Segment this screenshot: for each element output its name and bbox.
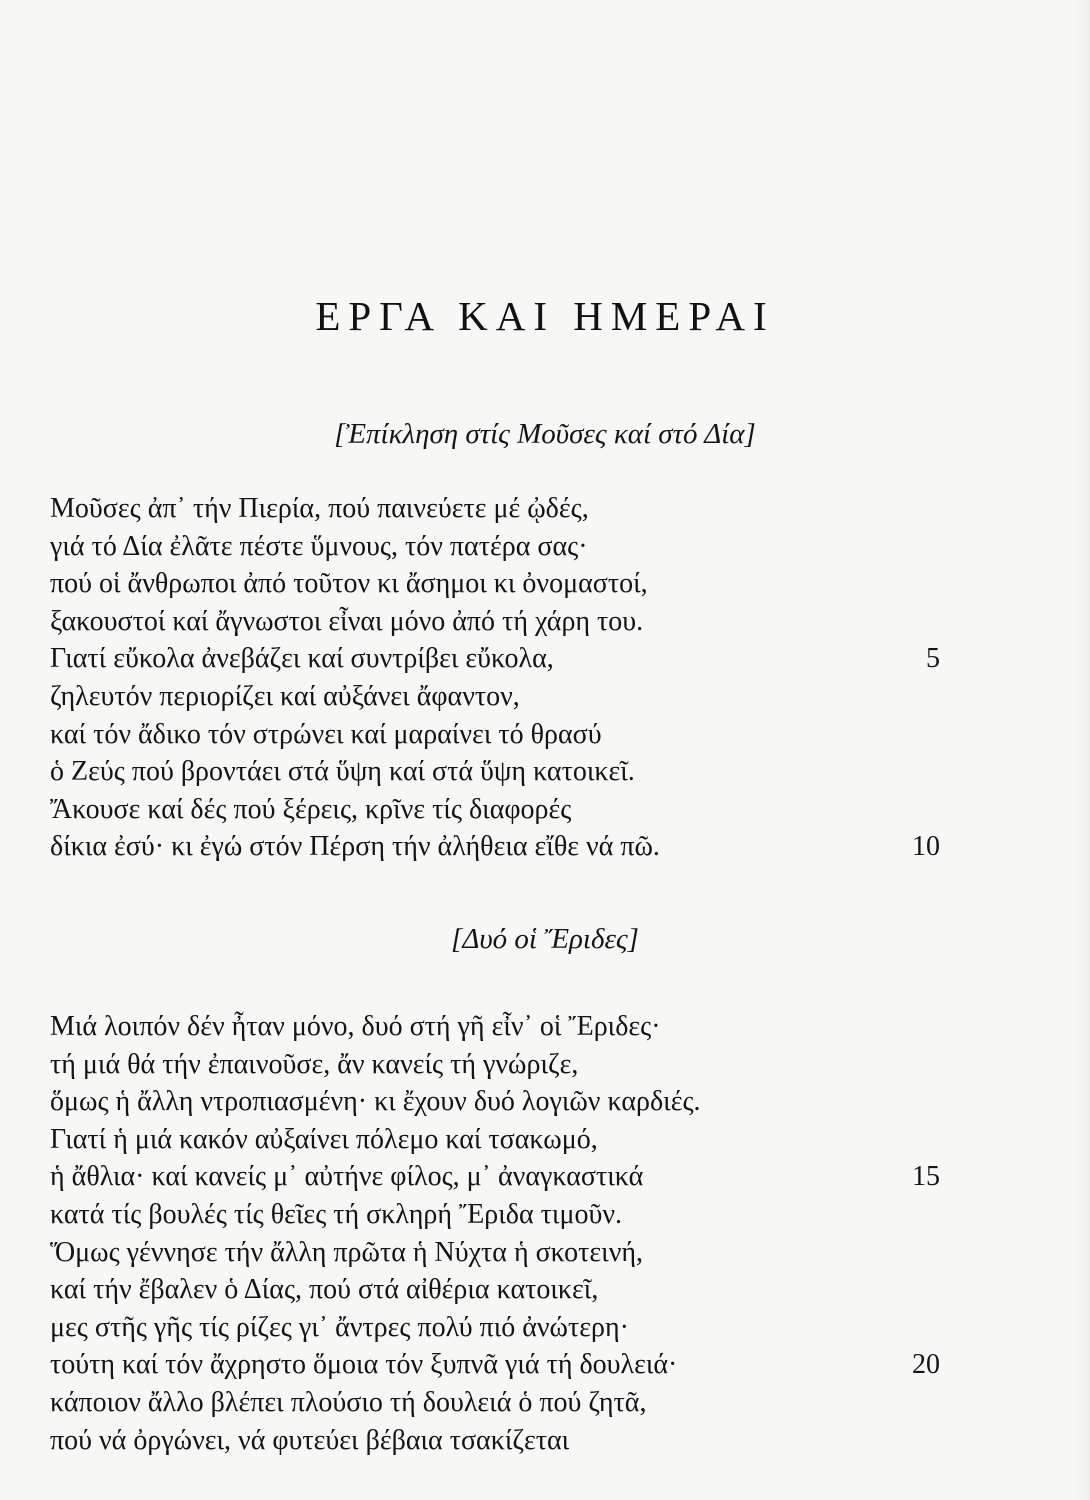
poem-line-text: πού οἱ ἄνθρωποι ἀπό τοῦτον κι ἄσημοι κι ὀνομαστοί, bbox=[50, 568, 648, 600]
poem-line-text: Ὅμως γέννησε τήν ἄλλη πρῶτα ἡ Νύχτα ἡ σκοτεινή, bbox=[50, 1236, 644, 1268]
line-number: 10 bbox=[912, 831, 940, 863]
poem-line-text: τούτη καί τόν ἄχρηστο ὅμοια τόν ξυπνᾶ γιά τή δουλειά· bbox=[50, 1349, 678, 1381]
poem-line-text: τή μιά θά τήν ἐπαινοῦσε, ἄν κανείς τή γνώριζε, bbox=[50, 1048, 579, 1080]
poem-line bbox=[50, 1422, 940, 1460]
poem-line-text: Γιατί εὔκολα ἀνεβάζει καί συντρίβει εὔκολα, bbox=[50, 643, 554, 675]
poem-line-text: Μοῦσες ἀπ᾽ τήν Πιερία, πού παινεύετε μέ ᾠδές, bbox=[50, 493, 589, 524]
poem-line bbox=[50, 528, 940, 566]
poem-line-text: μες στῆς γῆς τίς ρίζες γι᾽ ἄντρες πολύ πιό ἀνώτερη· bbox=[50, 1311, 629, 1343]
poem-line bbox=[50, 603, 940, 641]
poem-line-text: καί τήν ἔβαλεν ὁ Δίας, πού στά αἰθέρια κατοικεῖ, bbox=[50, 1274, 599, 1306]
poem-line bbox=[50, 1346, 940, 1384]
poem-line-text: Μιά λοιπόν δέν ἦταν μόνο, δυό στή γῆ εἶν᾽ οἱ Ἔριδες· bbox=[50, 1011, 661, 1042]
poem-line bbox=[50, 1158, 940, 1196]
poem-line-text: πού νά ὀργώνει, νά φυτεύει βέβαια τσακίζεται bbox=[50, 1424, 570, 1456]
poem-line bbox=[50, 678, 940, 716]
poem-line-text: ξακουστοί καί ἄγνωστοι εἶναι μόνο ἀπό τή χάρη του. bbox=[50, 605, 644, 637]
poem-line bbox=[50, 1008, 940, 1046]
poem-line-text: ζηλευτόν περιορίζει καί αὐξάνει ἄφαντον, bbox=[50, 680, 520, 712]
poem-line-text: δίκια ἐσύ· κι ἐγώ στόν Πέρση τήν ἀλήθεια εἴθε νά πῶ. bbox=[50, 831, 660, 863]
line-number: 20 bbox=[912, 1349, 940, 1381]
section-heading-two-strifes: [Δυό οἱ Ἔριδες] bbox=[451, 923, 639, 955]
poem-line bbox=[50, 828, 940, 866]
poem-line bbox=[50, 490, 940, 528]
poem-section-two-strifes bbox=[50, 1008, 940, 1459]
section-heading-invocation: [Ἐπίκληση στίς Μοῦσες καί στό Δία] bbox=[334, 418, 756, 450]
poem-line bbox=[50, 1046, 940, 1084]
line-number: 15 bbox=[912, 1161, 940, 1193]
poem-line bbox=[50, 753, 940, 791]
poem-line bbox=[50, 1309, 940, 1347]
poem-line bbox=[50, 1196, 940, 1234]
poem-line bbox=[50, 1271, 940, 1309]
poem-line-text: ἡ ἄθλια· καί κανείς μ᾽ αὐτήνε φίλος, μ᾽ ἀναγκαστικά bbox=[50, 1161, 644, 1193]
poem-line-text: Ἄκουσε καί δές πού ξέρεις, κρῖνε τίς διαφορές bbox=[50, 793, 572, 825]
poem-line-text: ὅμως ἡ ἄλλη ντροπιασμένη· κι ἔχουν δυό λογιῶν καρδιές. bbox=[50, 1086, 701, 1118]
poem-line-text: κατά τίς βουλές τίς θεῖες τή σκληρή Ἔριδα τιμοῦν. bbox=[50, 1198, 622, 1230]
poem-line-text: κάποιον ἄλλο βλέπει πλούσιο τή δουλειά ὁ πού ζητᾶ, bbox=[50, 1386, 647, 1418]
poem-line bbox=[50, 1083, 940, 1121]
poem-line-text: γιά τό Δία ἐλᾶτε πέστε ὕμνους, τόν πατέρα σας· bbox=[50, 530, 588, 562]
poem-line-text: ὁ Ζεύς πού βροντάει στά ὕψη καί στά ὕψη κατοικεῖ. bbox=[50, 756, 635, 788]
poem-line bbox=[50, 565, 940, 603]
poem-line bbox=[50, 1384, 940, 1422]
poem-section-invocation bbox=[50, 490, 940, 866]
poem-line-text: Γιατί ἡ μιά κακόν αὐξαίνει πόλεμο καί τσακωμό, bbox=[50, 1123, 598, 1155]
page-title: ΕΡΓΑ ΚΑΙ ΗΜΕΡΑΙ bbox=[315, 293, 775, 339]
line-number: 5 bbox=[926, 643, 940, 675]
poem-line bbox=[50, 1121, 940, 1159]
poem-line bbox=[50, 791, 940, 829]
poem-line-text: καί τόν ἄδικο τόν στρώνει καί μαραίνει τό θρασύ bbox=[50, 718, 602, 750]
poem-line bbox=[50, 640, 940, 678]
poem-line bbox=[50, 1234, 940, 1272]
scan-edge-shadow bbox=[1076, 0, 1090, 1500]
poem-line bbox=[50, 716, 940, 754]
